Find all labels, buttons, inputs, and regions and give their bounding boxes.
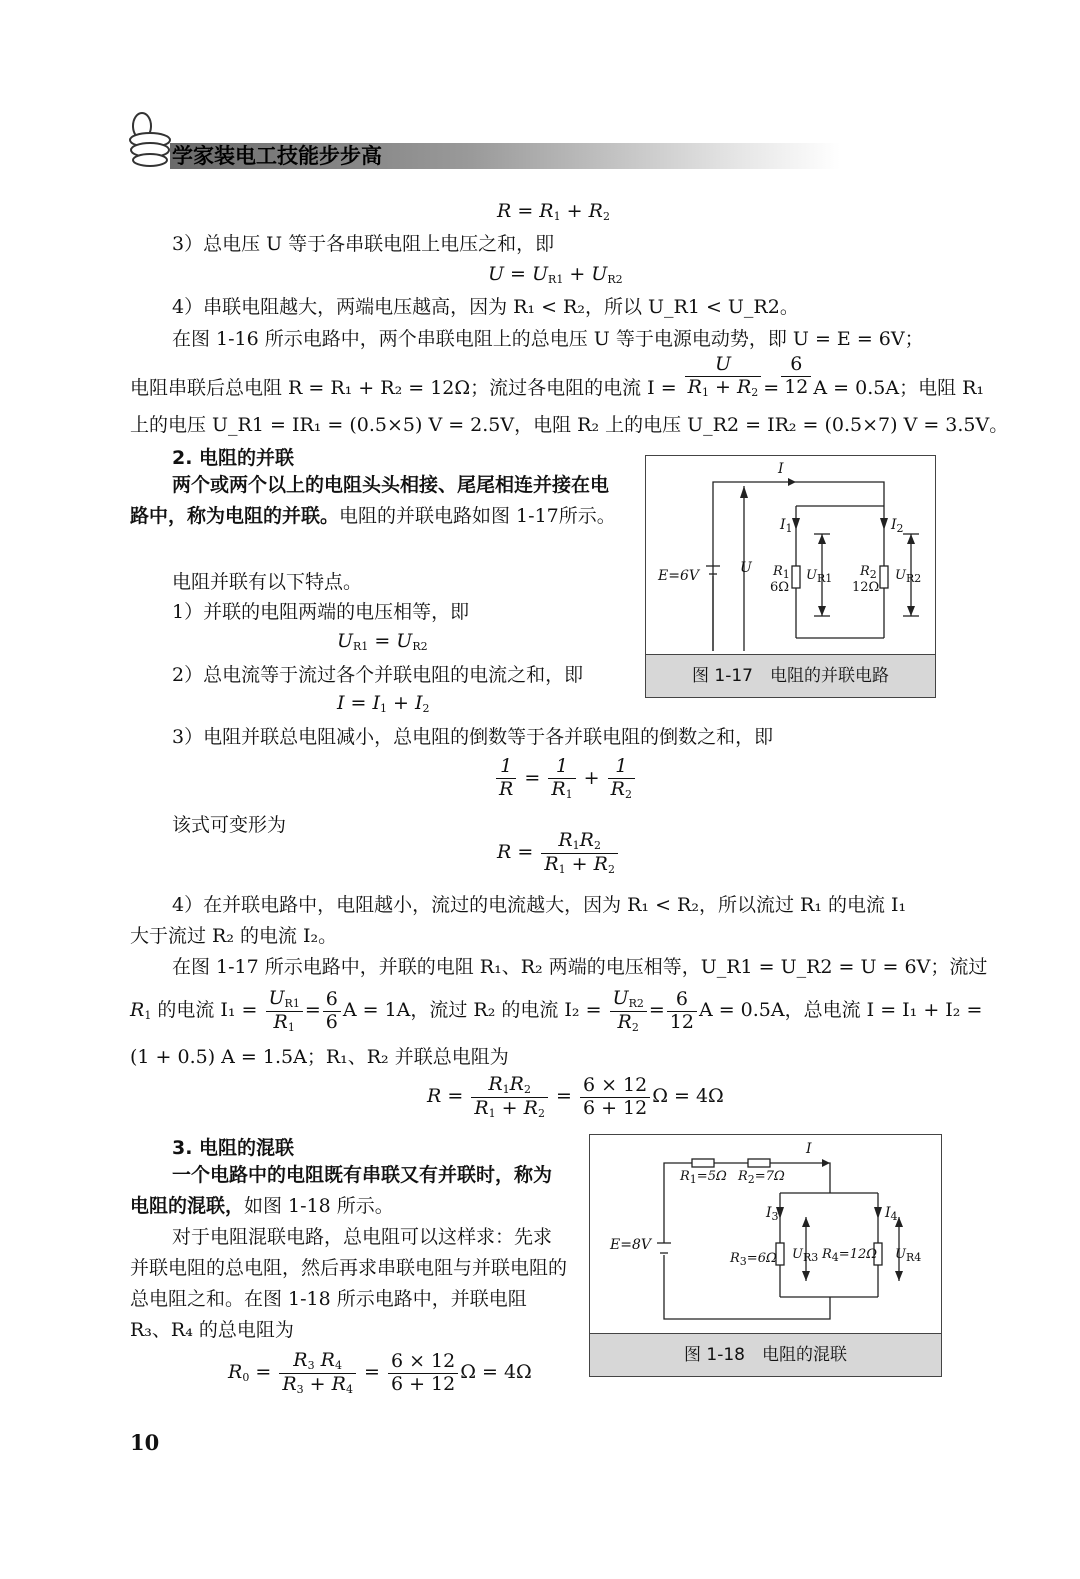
fig18-label-r1: $R_1=5\Omega$	[680, 1169, 727, 1186]
formula-i-sum: $I = I_1 + I_2$	[337, 692, 430, 715]
parallel-f1: 1）并联的电阻两端的电压相等，即	[172, 601, 470, 623]
parallel-definition	[130, 470, 622, 532]
formula-r-parallel-result: R = $\frac{R_1R_2}{R_1 + R_2}$ = $\frac{6 \times 12}{6 + 12}$ Ω = 4Ω	[427, 1073, 724, 1120]
mixed-def-bold: 一个电路中的电阻既有串联又有并联时，称为电阻的混联，	[130, 1164, 553, 1217]
formula-ur1-ur2: $U_{R1} = U_{R2}$	[337, 630, 428, 653]
mixed-circuit-diagram	[590, 1135, 941, 1335]
page-number: 10	[130, 1430, 160, 1455]
fig18-label-r4: $R_4=12\Omega$	[822, 1247, 878, 1264]
frac-6-12: $\frac{6}{12}$	[781, 354, 811, 399]
fig18-label-r3: $R_3=6\Omega$	[730, 1251, 777, 1268]
fig18-label-ur3: $U_{R3}$	[792, 1247, 819, 1264]
fig18-label-i: I	[806, 1141, 812, 1157]
parallel-circuit-diagram	[646, 456, 935, 656]
parallel-f4b: 大于流过 R₂ 的电流 I₂。	[130, 925, 338, 947]
parallel-f2: 2）总电流等于流过各个并联电阻的电流之和，即	[172, 664, 584, 686]
fig17-label-i1: $I_1$	[780, 517, 793, 535]
mixed-def-rest: 如图 1-18 所示。	[244, 1195, 394, 1217]
frac-ur2-r2: $\frac{U_{R2}}{R_2}$	[610, 988, 647, 1034]
formula-reciprocal: $\frac{1}{R}$ = $\frac{1}{R_1}$ + $\frac{1}{R_2}$	[494, 756, 637, 801]
fig18-label-i4: $I_4$	[885, 1205, 898, 1223]
fig17-label-e: E=6V	[658, 568, 699, 584]
figure-1-17	[645, 455, 936, 698]
parallel-def-bold: 两个或两个以上的电阻头头相接、尾尾相连并接在电路中，称为电阻的并联。	[130, 474, 610, 527]
section-heading-mixed: 3. 电阻的混联	[172, 1137, 295, 1159]
series-p5b-post: A = 0.5A；电阻 R₁	[813, 376, 985, 399]
ex-b3: A = 0.5A，总电流 I = I₁ + I₂ =	[698, 999, 983, 1022]
section-heading-parallel: 2. 电阻的并联	[172, 447, 295, 469]
fig18-label-ur4: $U_{R4}$	[895, 1247, 922, 1264]
parallel-features: 电阻并联有以下特点。	[172, 571, 363, 593]
ex-b2: A = 1A，流过 R₂ 的电流 I₂ =	[342, 999, 602, 1022]
frac-ur1-r1: $\frac{U_{R1}}{R_1}$	[266, 988, 303, 1034]
parallel-f4a: 4）在并联电路中，电阻越小，流过的电流越大，因为 R₁ < R₂，所以流过 R₁ 的电流 I₁	[172, 894, 907, 916]
mixed-method: 对于电阻混联电路，总电阻可以这样求：先求并联电阻的总电阻，然后再求串联电阻与并联电阻的总电阻之和。在图 1-18 所示电路中，并联电阻 R₃、R₄ 的总电阻为	[130, 1226, 568, 1341]
series-p5b: 电阻串联后总电阻 R = R₁ + R₂ = 12Ω；流过各电阻的电流 I = $\frac{U}{R_1 + R_2}$ = $\frac{6}{12}$ A = 0.5A；电阻 R₁	[130, 353, 985, 399]
ex-b1: 的电流 I₁ =	[157, 999, 258, 1022]
figure-1-18	[589, 1134, 942, 1377]
fig17-label-r2-value: 12Ω	[852, 580, 880, 595]
parallel-example-c: (1 + 0.5) A = 1.5A；R₁、R₂ 并联总电阻为	[130, 1046, 509, 1068]
fig18-label-r2: $R_2=7\Omega$	[738, 1169, 785, 1186]
formula-r-product: R = $\frac{R_1R_2}{R_1 + R_2}$	[497, 830, 620, 876]
formula-series-u: $U = U_{R1} + U_{R2}$	[488, 263, 623, 286]
fig17-label-u: U	[740, 560, 752, 576]
parallel-transform: 该式可变形为	[172, 814, 287, 836]
parallel-def-rest: 电阻的并联电路如图 1-17所示。	[339, 505, 616, 527]
header-title: 学家装电工技能步步高	[172, 144, 382, 168]
fig18-label-e: E=8V	[610, 1237, 651, 1253]
thumbs-up-icon	[126, 110, 176, 170]
frac-6-12b: $\frac{6}{12}$	[667, 989, 697, 1034]
parallel-f3: 3）电阻并联总电阻减小，总电阻的倒数等于各并联电阻的倒数之和，即	[172, 726, 774, 748]
fig17-label-r1-value: 6Ω	[770, 580, 790, 595]
fig17-label-ur1: $U_{R1}$	[806, 568, 833, 585]
series-p5c: 上的电压 U_R1 = IR₁ = (0.5×5) V = 2.5V，电阻 R₂ 上的电压 U_R2 = IR₂ = (0.5×7) V = 3.5V。	[130, 414, 1009, 436]
series-p3: 3）总电压 U 等于各串联电阻上电压之和，即	[172, 233, 555, 255]
fig17-label-i2: $I_2$	[891, 517, 904, 535]
fig18-caption: 图 1-18 电阻的混联	[590, 1333, 941, 1376]
frac-6-6: $\frac{6}{6}$	[323, 989, 341, 1034]
fig17-label-r2: $R_2$	[860, 564, 877, 581]
fig17-caption: 图 1-17 电阻的并联电路	[646, 654, 935, 697]
parallel-example-b: $R_1$ 的电流 I₁ = $\frac{U_{R1}}{R_1}$ = $\frac{6}{6}$ A = 1A，流过 R₂ 的电流 I₂ = $\frac{U_{R2}}{R_2}$ = $\frac{6}{12}$ A = 0.5A，总电流 I = I₁ + I₂ =	[130, 987, 983, 1034]
parallel-example-a: 在图 1-17 所示电路中，并联的电阻 R₁、R₂ 两端的电压相等，U_R1 = U_R2 = U = 6V；流过	[172, 956, 988, 978]
series-p4: 4）串联电阻越大，两端电压越高，因为 R₁ < R₂，所以 U_R1 < U_R2。	[172, 296, 799, 318]
fig17-label-ur2: $U_{R2}$	[895, 568, 922, 585]
fig17-label-i: I	[778, 461, 784, 477]
fig17-label-r1: $R_1$	[773, 564, 790, 581]
formula-r0: $R_0$ = $\frac{R_3 R_4}{R_3 + R_4}$ = $\frac{6 \times 12}{6 + 12}$ Ω = 4Ω	[228, 1349, 532, 1396]
fig18-label-i3: $I_3$	[766, 1205, 779, 1223]
series-p5b-pre: 电阻串联后总电阻 R = R₁ + R₂ = 12Ω；流过各电阻的电流 I =	[130, 376, 677, 399]
frac-u-r1r2: $\frac{U}{R_1 + R_2}$	[685, 354, 762, 399]
series-p5a: 在图 1-16 所示电路中，两个串联电阻上的总电压 U 等于电源电动势，即 U = E = 6V；	[172, 328, 924, 350]
mixed-definition	[130, 1160, 568, 1222]
formula-series-r: $R = R_1 + R_2$	[497, 200, 610, 223]
